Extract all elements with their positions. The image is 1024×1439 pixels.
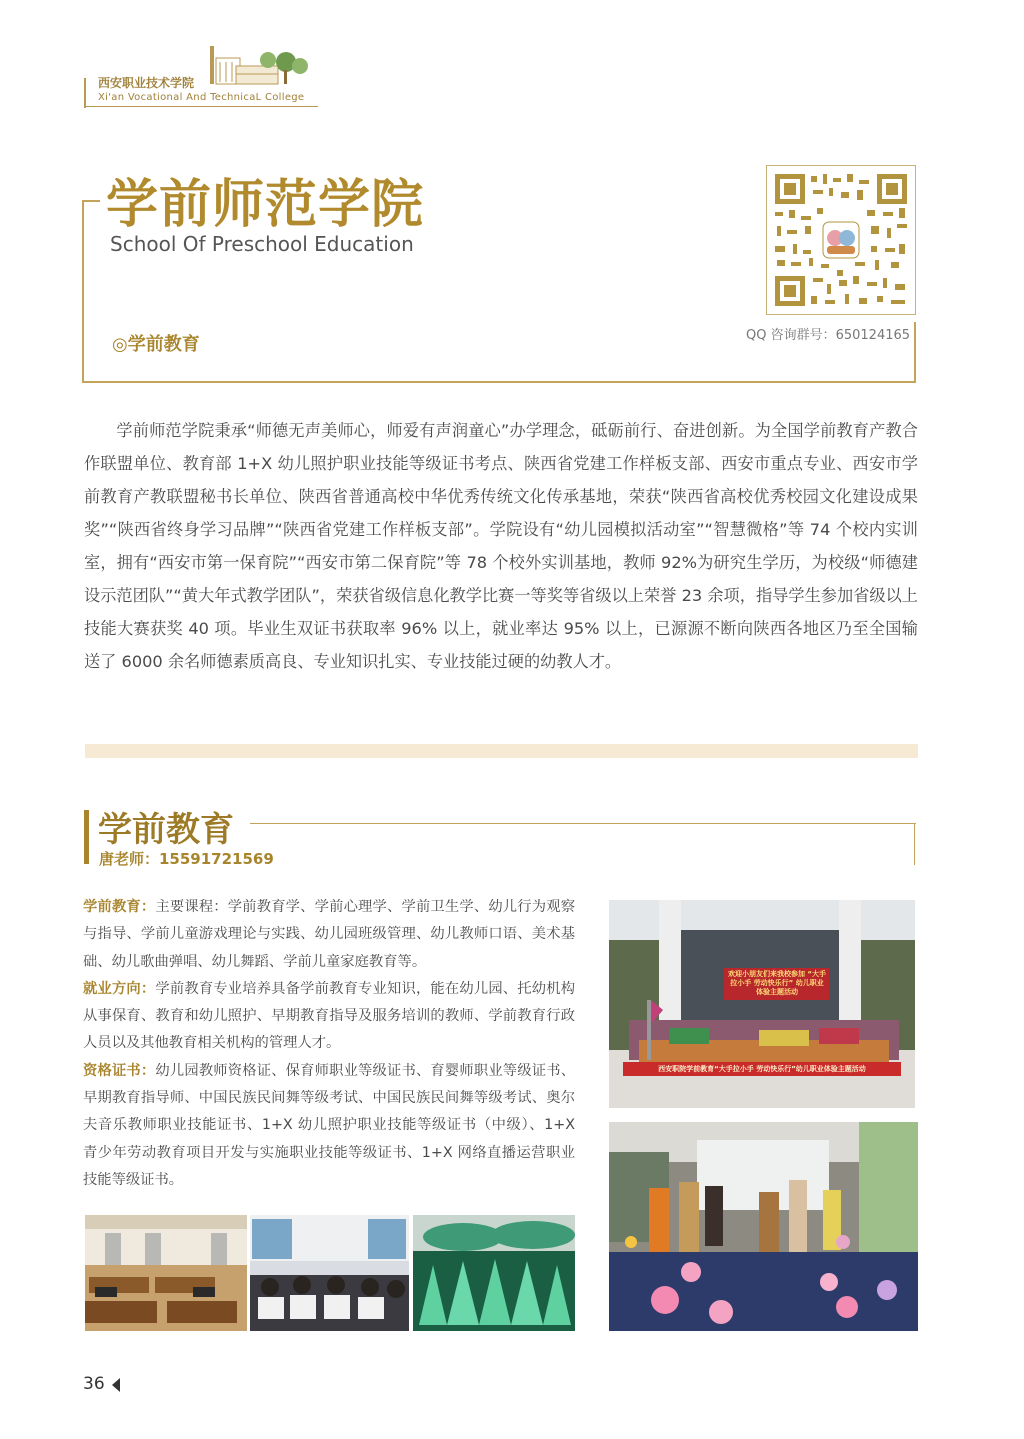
teacher-contact: 唐老师：15591721569 <box>99 850 274 868</box>
logo-frame-line <box>84 78 86 108</box>
page-title: 学前师范学院 <box>106 175 425 235</box>
major-tag: ◎学前教育 <box>112 334 200 355</box>
section-accent-bar <box>84 810 89 864</box>
piano-lab-image <box>85 1215 247 1331</box>
page-arrow-icon <box>112 1378 120 1392</box>
campus-building-logo <box>200 44 320 94</box>
section-title: 学前教育 <box>98 810 234 850</box>
dance-performance-image <box>413 1215 575 1331</box>
certificate-label: 资格证书： <box>83 1062 156 1079</box>
title-frame <box>914 322 916 382</box>
career-label: 就业方向： <box>83 980 156 997</box>
photo-banner-bottom: 西安职院学前教育“大手拉小手 劳动快乐行”幼儿职业体验主题活动 <box>658 1065 866 1073</box>
college-name-cn: 西安职业技术学院 <box>98 76 195 90</box>
title-frame <box>82 381 916 383</box>
section-rule <box>250 823 916 824</box>
page-subtitle: School Of Preschool Education <box>110 232 414 256</box>
performance-photo-image <box>609 1122 918 1331</box>
group-photo <box>609 900 915 1108</box>
courses-label: 学前教育： <box>83 899 156 915</box>
students-piano-photo <box>250 1215 409 1331</box>
logo-frame-line <box>84 106 318 107</box>
college-name-en: Xi'an Vocational And TechnicaL College <box>98 92 305 103</box>
intro-paragraph <box>84 414 918 678</box>
career-text: 学前教育专业培养具备学前教育专业知识，能在幼儿园、托幼机构从事保育、教育和幼儿照护、早期教育指导及服务培训的教师、学前教育行政人员以及其他教育相关机构的管理人才。 <box>83 980 576 1052</box>
group-photo-image <box>609 900 915 1108</box>
qr-code <box>766 165 916 315</box>
students-piano-image <box>250 1215 409 1331</box>
title-frame <box>82 200 100 202</box>
qq-group-caption: QQ 咨询群号：650124165 <box>746 328 911 343</box>
certificate-text: 幼儿园教师资格证、保育师职业等级证书、育婴师职业等级证书、早期教育指导师、中国民族民间舞等级考试、中国民族民间舞等级考试、奥尔夫音乐教师职业技能证书、1+X 幼儿照护职业技能等级证书（中级）、1+X 青少年劳动教育项目开发与实施职业技能等级证书、1+X 网络直播运营职业技能等级证书。 <box>83 1062 576 1188</box>
piano-lab-photo <box>85 1215 247 1331</box>
section-divider <box>85 744 918 758</box>
page-number: 36 <box>83 1374 105 1394</box>
photo-banner-top: 欢迎小朋友们来我校参加 “大手拉小手 劳动快乐行” 幼儿职业体验主题活动 <box>727 970 827 996</box>
title-frame <box>82 200 84 382</box>
dance-performance-photo <box>413 1215 575 1331</box>
performance-photo <box>609 1122 918 1331</box>
courses-text: 主要课程：学前教育学、学前心理学、学前卫生学、幼儿行为观察与指导、学前儿童游戏理论与实践、幼儿园班级管理、幼儿教师口语、美术基础、幼儿歌曲弹唱、幼儿舞蹈、学前儿童家庭教育等。 <box>83 899 576 970</box>
program-details <box>83 894 575 1194</box>
intro-text: 学前师范学院秉承“师德无声美师心，师爱有声润童心”办学理念，砥砺前行、奋进创新。为全国学前教育产教合作联盟单位、教育部 1+X 幼儿照护职业技能等级证书考点、陕西省党建工作样板支部、西安市重点专业、西安市学前教育产教联盟秘书长单位、陕西省普通高校中华优秀传统文化传承基地，荣获“陕西省高校优秀校园文化建设成果奖”“陕西省终身学习品牌”“陕西省党建工作样板支部”。学院设有“幼儿园模拟活动室”“智慧微格”等 74 个校内实训室，拥有“西安市第一保育院”“西安市第二保育院”等 78 个校外实训基地，教师 92%为研究生学历，为校级“师德建设示范团队”“黄大年式教学团队”，荣获省级信息化教学比赛一等奖等省级以上荣誉 23 余项，指导学生参加省级以上技能大赛获奖 40 项。毕业生双证书获取率 96% 以上，就业率达 95% 以上，已源源不断向陕西各地区乃至全国输送了 6000 余名师德素质高良、专业知识扎实、专业技能过硬的幼教人才。 <box>84 421 918 671</box>
section-rule <box>914 823 915 865</box>
qr-code-icon <box>767 166 915 314</box>
